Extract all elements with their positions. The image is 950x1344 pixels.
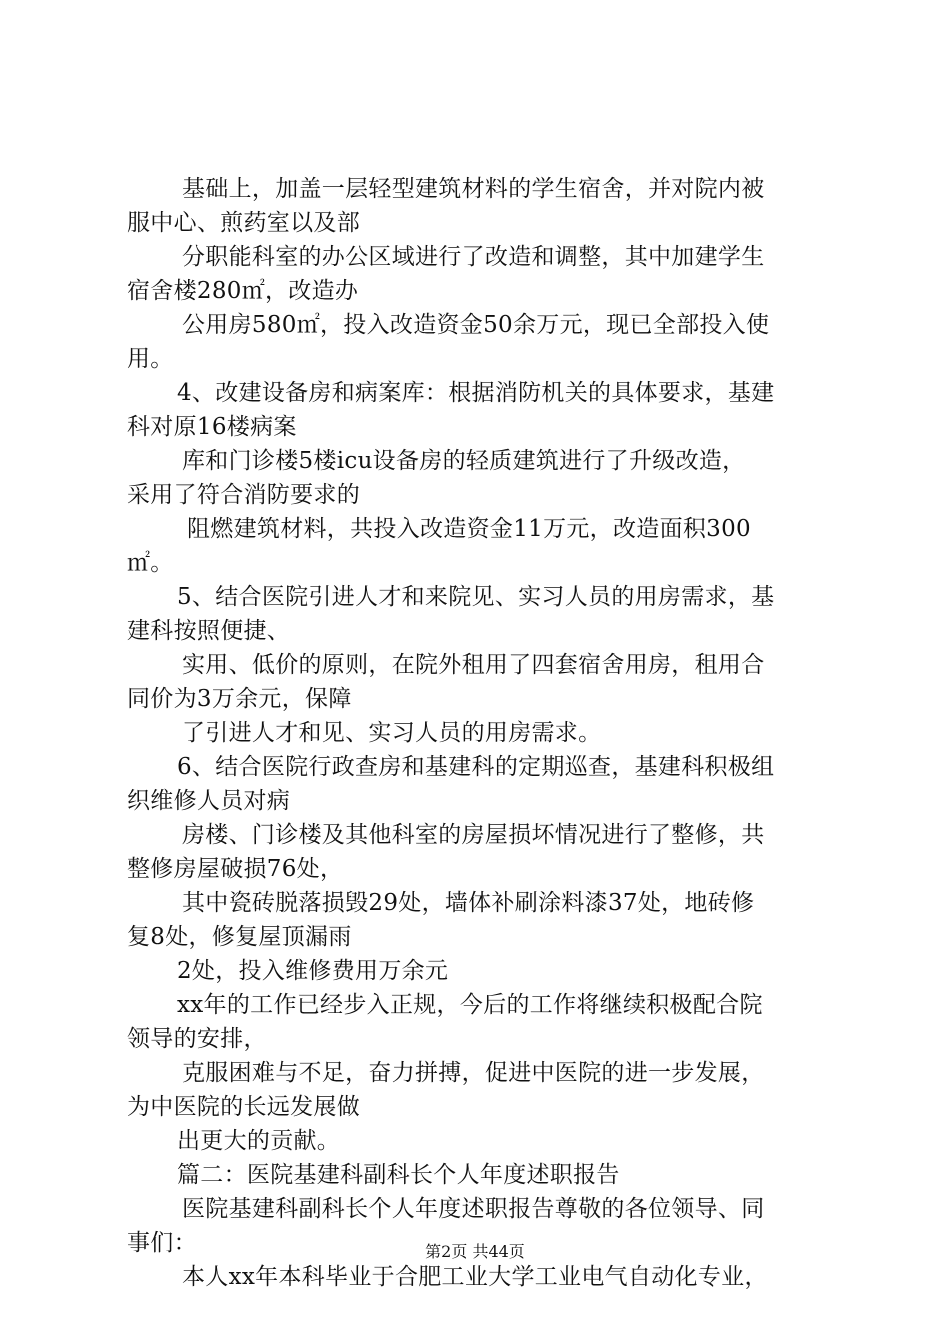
text-line: 2处，投入维修费用万余元 xyxy=(177,958,449,984)
text-line: 宿舍楼280㎡，改造办 xyxy=(127,278,359,304)
text-line: 库和门诊楼5楼icu设备房的轻质建筑进行了升级改造， xyxy=(182,448,746,474)
text-line: 房楼、门诊楼及其他科室的房屋损坏情况进行了整修，共 xyxy=(182,822,765,848)
text-line: 5、结合医院引进人才和来院见、实习人员的用房需求，基 xyxy=(177,584,775,610)
text-line: 复8处，修复屋顶漏雨 xyxy=(127,924,352,950)
page-number-footer: 第2页 共44页 xyxy=(425,1242,525,1261)
text-line: 实用、低价的原则，在院外租用了四套宿舍用房，租用合 xyxy=(182,652,765,678)
text-line: 采用了符合消防要求的 xyxy=(127,482,360,508)
text-line: 领导的安排， xyxy=(127,1026,267,1052)
text-line: 出更大的贡献。 xyxy=(177,1128,341,1154)
text-line: 为中医院的长远发展做 xyxy=(127,1094,360,1120)
text-line: 6、结合医院行政查房和基建科的定期巡查，基建科积极组 xyxy=(177,754,775,780)
text-line: 服中心、煎药室以及部 xyxy=(127,210,360,236)
text-line: 克服困难与不足，奋力拼搏，促进中医院的进一步发展， xyxy=(182,1060,765,1086)
text-line: 整修房屋破损76处， xyxy=(127,856,344,882)
section-heading: 篇二：医院基建科副科长个人年度述职报告 xyxy=(177,1162,620,1188)
text-line: 分职能科室的办公区域进行了改造和调整，其中加建学生 xyxy=(182,244,765,270)
text-line: 医院基建科副科长个人年度述职报告尊敬的各位领导、同 xyxy=(182,1196,765,1222)
text-line: 科对原16楼病案 xyxy=(127,414,297,440)
text-line: 事们： xyxy=(127,1230,197,1256)
text-line: 建科按照便捷、 xyxy=(127,618,291,644)
text-line: 阻燃建筑材料，共投入改造资金11万元，改造面积300 xyxy=(187,516,751,542)
text-line: ㎡。 xyxy=(127,550,174,576)
text-line: 织维修人员对病 xyxy=(127,788,291,814)
text-line: 同价为3万余元，保障 xyxy=(127,686,352,712)
text-line: 基础上，加盖一层轻型建筑材料的学生宿舍，并对院内被 xyxy=(182,176,765,202)
text-line: 本人xx年本科毕业于合肥工业大学工业电气自动化专业， xyxy=(182,1264,768,1290)
text-line: 用。 xyxy=(127,346,174,372)
text-line: 了引进人才和见、实习人员的用房需求。 xyxy=(182,720,602,746)
text-line: xx年的工作已经步入正规，今后的工作将继续积极配合院 xyxy=(177,992,763,1018)
body-text xyxy=(127,172,835,1294)
text-line: 公用房580㎡，投入改造资金50余万元，现已全部投入使 xyxy=(182,312,770,338)
text-line: 4、改建设备房和病案库：根据消防机关的具体要求，基建 xyxy=(177,380,775,406)
text-line: 其中瓷砖脱落损毁29处，墙体补刷涂料漆37处，地砖修 xyxy=(182,890,755,916)
